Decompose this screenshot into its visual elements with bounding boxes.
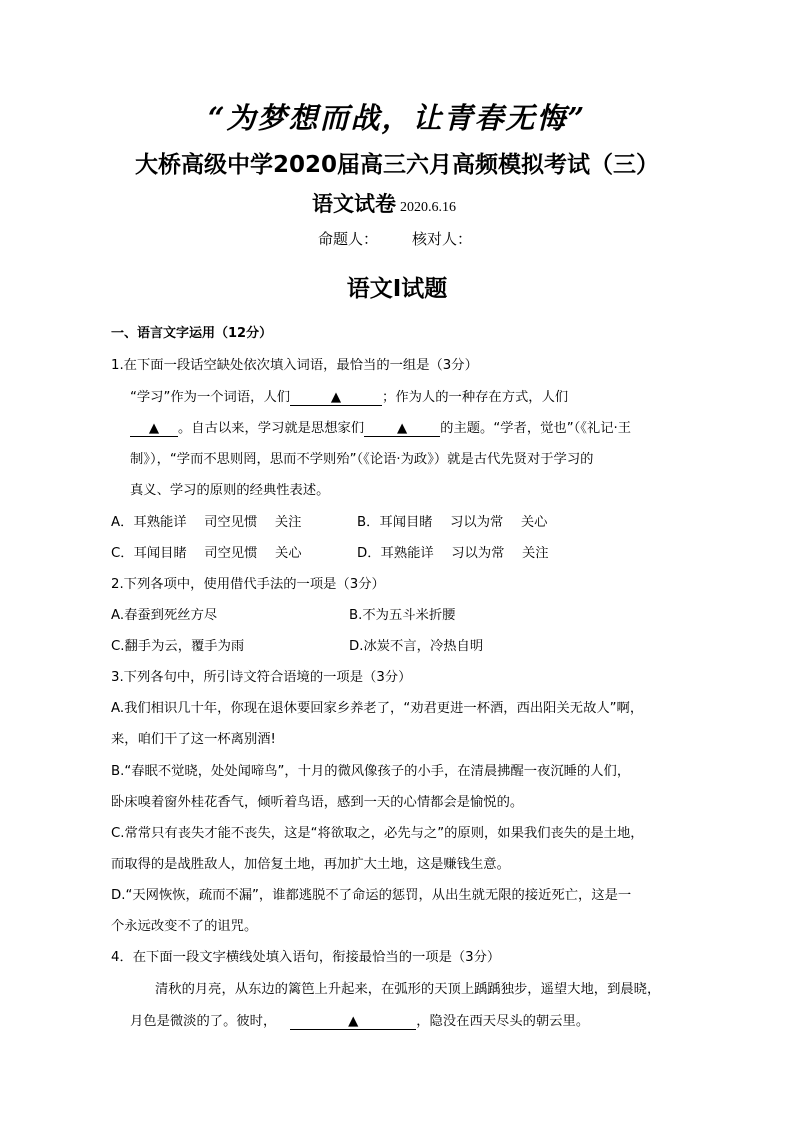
q2-option-c: C.翻手为云，覆手为雨 (111, 639, 245, 654)
checker-label: 核对人： (412, 230, 473, 248)
q3-option-c-line2: 而取得的是战胜敌人，加倍复土地，再加扩大土地，这是赚钱生意。 (111, 857, 510, 872)
motto: “为梦想而战，让青春无悔” (207, 101, 587, 135)
q4-passage-line1: 清秋的月亮，从东边的篱笆上升起来，在弧形的天顶上踽踽独步，遥望大地，到晨晓， (155, 982, 661, 997)
q4-text-a: 月色是微淡的了。彼时， (130, 1014, 277, 1029)
q3-option-b-line1: B.“春眠不觉晓，处处闻啼鸟”，十月的微风像孩子的小手，在清晨拂醒一夜沉睡的人们， (111, 764, 631, 779)
q1-text-c: 。自古以来，学习就是思想家们 (178, 421, 365, 436)
q1-stem: 1.在下面一段话空缺处依次填入词语，最恰当的一组是（3分） (111, 358, 478, 373)
exam-title: 大桥高级中学2020届高三六月高频模拟考试（三） (134, 152, 659, 178)
q3-option-a-line1: A.我们相识几十年，你现在退休要回家乡养老了，“劝君更进一杯酒，西出阳关无故人”啊， (111, 701, 644, 716)
q1-blank-3: ▲ (364, 422, 440, 437)
q3-option-c-line1: C.常常只有丧失才能不丧失，这是“将欲取之，必先与之”的原则，如果我们丧失的是土地， (111, 826, 644, 841)
authors-line (318, 228, 472, 249)
q1-text-a: “学习”作为一个词语，人们 (130, 390, 291, 405)
q1-text-d: 的主题。“学者，觉也”（《礼记·王 (440, 421, 632, 436)
q1-blank-1: ▲ (290, 391, 382, 406)
setter-label: 命题人： (318, 230, 379, 248)
subtitle (312, 188, 456, 218)
q4-stem: 4．在下面一段文字横线处填入语句，衔接最恰当的一项是（3分） (111, 950, 501, 965)
q2-stem: 2.下列各项中，使用借代手法的一项是（3分） (111, 577, 385, 592)
q4-blank: ▲ (290, 1015, 416, 1030)
q3-option-d-line2: 个永远改变不了的诅咒。 (111, 919, 258, 934)
q1-text-b: ；作为人的一种存在方式，人们 (382, 390, 569, 405)
q4-passage-line2 (130, 1010, 589, 1030)
q2-option-d: D.冰炭不言，冷热自明 (349, 639, 484, 654)
q1-option-a: A．耳熟能详 司空见惯 关注 (111, 515, 302, 530)
part-title: 语文Ⅰ试题 (346, 276, 448, 302)
q3-stem: 3.下列各句中，所引诗文符合语境的一项是（3分） (111, 670, 412, 685)
q1-option-c: C．耳闻目睹 司空见惯 关心 (111, 546, 302, 561)
exam-date: 2020.6.16 (400, 200, 456, 215)
q1-passage-line2 (130, 417, 631, 437)
q3-option-b-line2: 卧床嗅着窗外桂花香气，倾听着鸟语，感到一天的心情都会是愉悦的。 (111, 795, 524, 810)
q3-option-a-line2: 来，咱们干了这一杯离别酒! (111, 732, 276, 747)
q1-passage-line3: 制》），“学而不思则罔，思而不学则殆”（《论语·为政》）就是古代先贤对于学习的 (130, 452, 594, 467)
q2-option-b: B.不为五斗米折腰 (349, 608, 456, 623)
section-heading: 一、语言文字运用（12分） (111, 326, 273, 341)
q1-option-d: D．耳熟能详 习以为常 关注 (357, 546, 549, 561)
q1-option-b: B．耳闻目睹 习以为常 关心 (357, 515, 548, 530)
q2-option-a: A.春蚕到死丝方尽 (111, 608, 218, 623)
q4-text-b: ，隐没在西天尽头的朝云里。 (416, 1014, 590, 1029)
q1-passage-line1 (130, 386, 568, 406)
subtitle-text: 语文试卷 (312, 192, 396, 216)
q3-option-d-line1: D.“天网恢恢，疏而不漏”，谁都逃脱不了命运的惩罚，从出生就无限的接近死亡，这是一 (111, 888, 632, 903)
q1-blank-2: ▲ (130, 422, 178, 437)
q1-passage-line4: 真义、学习的原则的经典性表述。 (130, 483, 330, 498)
